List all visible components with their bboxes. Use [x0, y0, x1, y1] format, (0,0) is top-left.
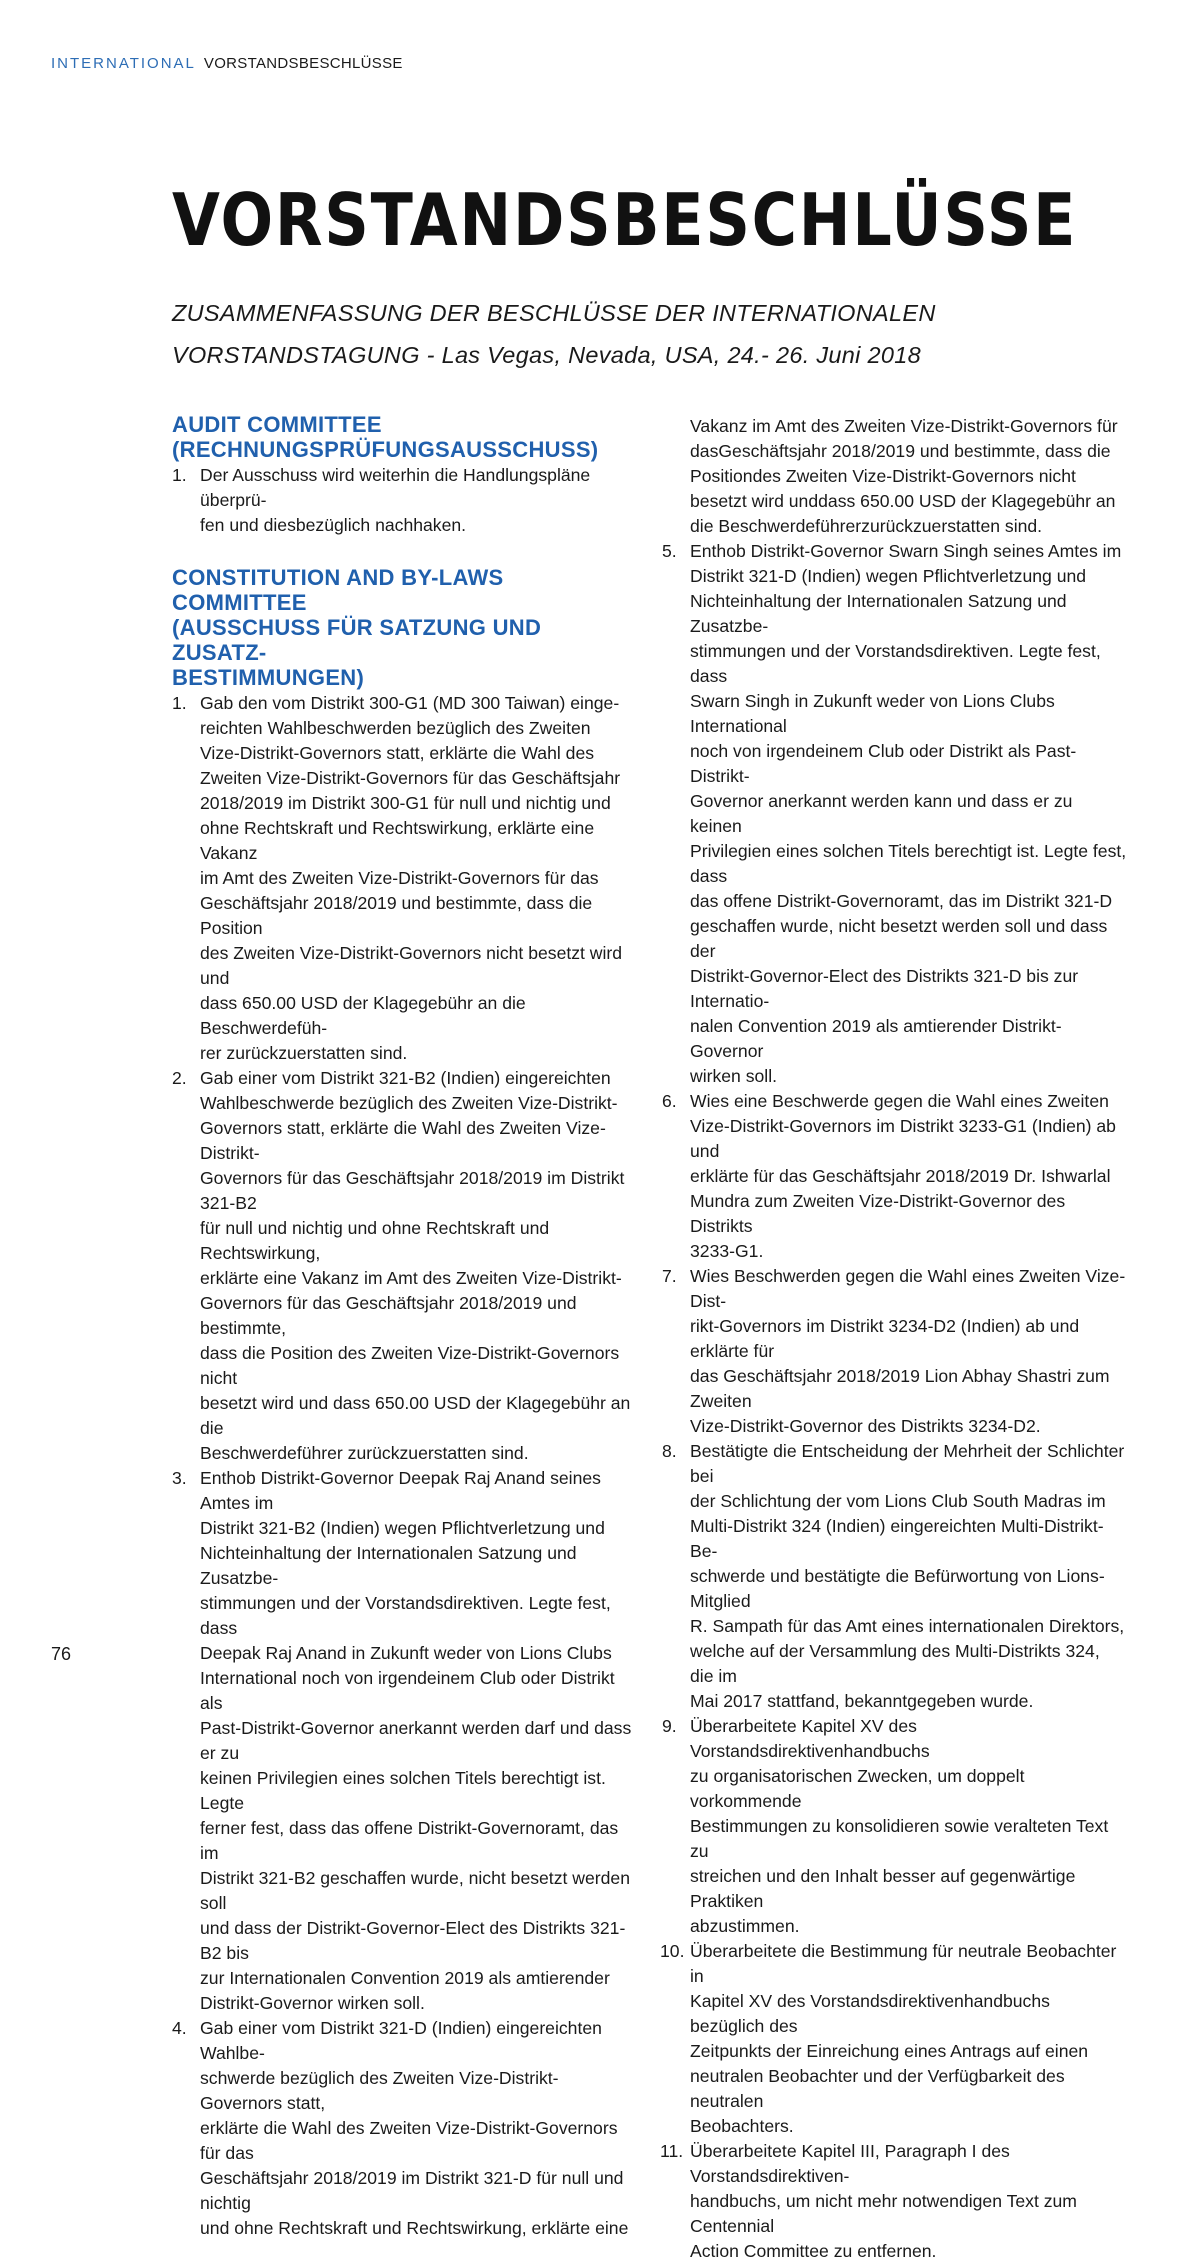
page-subtitle: [172, 292, 936, 376]
list-item-line: handbuchs, um nicht mehr notwendigen Text zum Centennial: [690, 2191, 1077, 2236]
list-item: [662, 1939, 1127, 2139]
list-item-line: und ohne Rechtskraft und Rechtswirkung, erklärte eine: [200, 2218, 629, 2238]
list-item-line: schwerde und bestätigte die Befürwortung von Lions-Mitglied: [690, 1566, 1105, 1611]
list-item-line: reichten Wahlbeschwerden bezüglich des Zweiten: [200, 718, 591, 738]
list-item-line: Kapitel XV des Vorstandsdirektivenhandbuchs bezüglich des: [690, 1991, 1050, 2036]
list-item-line: Nichteinhaltung der Internationalen Satzung und Zusatzbe-: [690, 591, 1067, 636]
list-item-line: International noch von irgendeinem Club oder Distrikt als: [200, 1668, 615, 1713]
subtitle-line-1: ZUSAMMENFASSUNG DER BESCHLÜSSE DER INTERNATIONALEN: [172, 300, 936, 326]
list-item-line: Swarn Singh in Zukunft weder von Lions Clubs International: [690, 691, 1055, 736]
list-item-line: geschaffen wurde, nicht besetzt werden soll und dass der: [690, 916, 1108, 961]
list-item-line: neutralen Beobachter und der Verfügbarkeit des neutralen: [690, 2066, 1065, 2111]
list-item-line: des Zweiten Vize-Distrikt-Governors nicht besetzt wird und: [200, 943, 623, 988]
list-item: [172, 2016, 637, 2241]
list-item: [662, 1264, 1127, 1439]
list-item-line: das Geschäftsjahr 2018/2019 Lion Abhay Shastri zum Zweiten: [690, 1366, 1110, 1411]
list-item-line: Distrikt-Governor wirken soll.: [200, 1993, 425, 2013]
list-item-number: 4.: [172, 2018, 187, 2038]
list-item: [172, 463, 637, 538]
list-item-line: stimmungen und der Vorstandsdirektiven. Legte fest, dass: [690, 641, 1101, 686]
running-header: [51, 55, 403, 72]
list-item-line: Governors statt, erklärte die Wahl des Zweiten Vize-Distrikt-: [200, 1118, 606, 1163]
list-item-line: Wies Beschwerden gegen die Wahl eines Zweiten Vize-Dist-: [690, 1266, 1126, 1311]
list-item-line: Überarbeitete Kapitel III, Paragraph I des Vorstandsdirektiven-: [690, 2141, 1010, 2186]
item-4-continued: [662, 414, 1127, 539]
constitution-list: [172, 691, 637, 2241]
list-item-line: Der Ausschuss wird weiterhin die Handlungspläne überprü-: [200, 465, 591, 510]
list-item-line: des Zweiten Vize-Distrikt-Governors nicht besetzt wird und: [690, 466, 1076, 511]
list-item-line: keinen Privilegien eines solchen Titels berechtigt ist. Legte: [200, 1768, 606, 1813]
constitution-list-continued: [662, 539, 1127, 2264]
list-item-line: Multi-Distrikt 324 (Indien) eingereichten Multi-Distrikt-Be-: [690, 1516, 1104, 1561]
audit-list: [172, 463, 637, 538]
list-item-line: rer zurückzuerstatten sind.: [200, 1043, 408, 1063]
list-item-number: 1.: [172, 693, 187, 713]
list-item-line: Beobachters.: [690, 2116, 794, 2136]
list-item-line: dass 650.00 USD der Klagegebühr an die Beschwerdefüh-: [200, 993, 526, 1038]
list-item: [662, 1089, 1127, 1264]
audit-heading-line-1: AUDIT COMMITTEE: [172, 412, 382, 437]
list-item-line: Zeitpunkts der Einreichung eines Antrags auf einen: [690, 2041, 1089, 2061]
list-item-line: Gab einer vom Distrikt 321-D (Indien) eingereichten Wahlbe-: [200, 2018, 602, 2063]
list-item-number: 7.: [662, 1266, 677, 1286]
list-item-number: 6.: [662, 1091, 677, 1111]
list-item-line: zur Internationalen Convention 2019 als amtierender: [200, 1968, 610, 1988]
constitution-heading-line-3: BESTIMMUNGEN): [172, 665, 365, 690]
list-item-line: Nichteinhaltung der Internationalen Satzung und Zusatzbe-: [200, 1543, 577, 1588]
list-item-line: der Schlichtung der vom Lions Club South Madras im: [690, 1491, 1106, 1511]
list-item-line: welche auf der Versammlung des Multi-Distrikts 324, die im: [690, 1641, 1100, 1686]
list-item-line: abzustimmen.: [690, 1916, 800, 1936]
list-item-line: zu organisatorischen Zwecken, um doppelt vorkommende: [690, 1766, 1025, 1811]
list-item-number: 5.: [662, 541, 677, 561]
audit-heading-line-2: (RECHNUNGSPRÜFUNGSAUSSCHUSS): [172, 437, 599, 462]
list-item-line: Mai 2017 stattfand, bekanntgegeben wurde.: [690, 1691, 1034, 1711]
list-item-line: Action Committee zu entfernen.: [690, 2241, 937, 2261]
audit-committee-heading: [172, 412, 637, 462]
list-item-line: Beschwerdeführer zurückzuerstatten sind.: [200, 1443, 529, 1463]
list-item-line: Gab den vom Distrikt 300-G1 (MD 300 Taiwan) einge-: [200, 693, 620, 713]
list-item-line: dass die Position des Zweiten Vize-Distrikt-Governors nicht: [200, 1343, 620, 1388]
list-item-line: Wies eine Beschwerde gegen die Wahl eines Zweiten: [690, 1091, 1109, 1111]
list-item-line: Geschäftsjahr 2018/2019 im Distrikt 321-D für null und nichtig: [200, 2168, 624, 2213]
list-item: [172, 1066, 637, 1466]
list-item-line: und dass der Distrikt-Governor-Elect des Distrikts 321-B2 bis: [200, 1918, 626, 1963]
list-item: [662, 2139, 1127, 2264]
list-item: [172, 691, 637, 1066]
list-item-line: erklärte die Wahl des Zweiten Vize-Distrikt-Governors für das: [200, 2118, 618, 2163]
list-item-line: das offene Distrikt-Governoramt, das im Distrikt 321-D: [690, 891, 1113, 911]
list-item-line: fen und diesbezüglich nachhaken.: [200, 515, 467, 535]
list-item-line: 3233-G1.: [690, 1241, 764, 1261]
list-item-line: Governors für das Geschäftsjahr 2018/2019 und bestimmte,: [200, 1293, 577, 1338]
list-item-line: Mundra zum Zweiten Vize-Distrikt-Governor des Distrikts: [690, 1191, 1066, 1236]
list-item-line: R. Sampath für das Amt eines internationalen Direktors,: [690, 1616, 1125, 1636]
subtitle-line-2: VORSTANDSTAGUNG - Las Vegas, Nevada, USA, 24.- 26. Juni 2018: [172, 342, 921, 368]
header-section-label: INTERNATIONAL: [51, 55, 196, 72]
left-column: [172, 412, 637, 2241]
list-item-line: besetzt wird und dass 650.00 USD der Klagegebühr an die: [200, 1393, 631, 1438]
constitution-committee-heading: [172, 565, 637, 690]
list-item-line: 2018/2019 im Distrikt 300-G1 für null und nichtig und: [200, 793, 611, 813]
list-item-line: im Amt des Zweiten Vize-Distrikt-Governors für das: [200, 868, 599, 888]
list-item-number: 9.: [662, 1716, 677, 1736]
header-topic-label: VORSTANDSBESCHLÜSSE: [203, 55, 403, 72]
list-item-line: streichen und den Inhalt besser auf gegenwärtige Praktiken: [690, 1866, 1076, 1911]
list-item-line: stimmungen und der Vorstandsdirektiven. Legte fest, dass: [200, 1593, 611, 1638]
constitution-heading-line-1: CONSTITUTION AND BY-LAWS COMMITTEE: [172, 565, 504, 615]
list-item-line: Distrikt 321-B2 (Indien) wegen Pflichtverletzung und: [200, 1518, 605, 1538]
list-item: [662, 1714, 1127, 1939]
list-item: [662, 539, 1127, 1089]
list-item: [662, 1439, 1127, 1714]
list-item-number: 11.: [660, 2141, 684, 2161]
list-item-line: Enthob Distrikt-Governor Swarn Singh seines Amtes im: [690, 541, 1122, 561]
list-item-line: Geschäftsjahr 2018/2019 und bestimmte, dass die Position: [200, 893, 593, 938]
list-item-line: Enthob Distrikt-Governor Deepak Raj Anand seines Amtes im: [200, 1468, 601, 1513]
page-title: VORSTANDSBESCHLÜSSE: [172, 178, 1078, 262]
list-item-line: Geschäftsjahr 2018/2019 und bestimmte, dass die Position: [690, 441, 1111, 486]
list-item-line: nalen Convention 2019 als amtierender Distrikt-Governor: [690, 1016, 1062, 1061]
list-item-line: wirken soll.: [690, 1066, 778, 1086]
list-item-line: rikt-Governors im Distrikt 3234-D2 (Indien) ab und erklärte für: [690, 1316, 1080, 1361]
list-item-number: 2.: [172, 1068, 187, 1088]
list-item-line: Bestimmungen zu konsolidieren sowie veralteten Text zu: [690, 1816, 1109, 1861]
list-item-line: zurückzuerstatten sind.: [861, 516, 1043, 536]
list-item-line: ferner fest, dass das offene Distrikt-Governoramt, das im: [200, 1818, 619, 1863]
list-item-line: Deepak Raj Anand in Zukunft weder von Lions Clubs: [200, 1643, 612, 1663]
list-item-number: 1.: [172, 465, 187, 485]
list-item-line: Distrikt 321-D (Indien) wegen Pflichtverletzung und: [690, 566, 1087, 586]
list-item-line: Bestätigte die Entscheidung der Mehrheit der Schlichter bei: [690, 1441, 1125, 1486]
list-item-number: 10.: [660, 1941, 685, 1961]
list-item-line: Distrikt-Governor-Elect des Distrikts 321-D bis zur Internatio-: [690, 966, 1079, 1011]
list-item-number: 8.: [662, 1441, 677, 1461]
list-item-line: erklärte für das Geschäftsjahr 2018/2019 Dr. Ishwarlal: [690, 1166, 1111, 1186]
list-item-line: Überarbeitete die Bestimmung für neutrale Beobachter in: [690, 1941, 1117, 1986]
list-item-line: Governors für das Geschäftsjahr 2018/2019 im Distrikt 321-B2: [200, 1168, 625, 1213]
list-item-line: Gab einer vom Distrikt 321-B2 (Indien) eingereichten: [200, 1068, 611, 1088]
list-item-line: Vize-Distrikt-Governor des Distrikts 3234-D2.: [690, 1416, 1041, 1436]
list-item-line: Distrikt 321-B2 geschaffen wurde, nicht besetzt werden soll: [200, 1868, 630, 1913]
list-item-line: Vakanz im Amt des Zweiten Vize-Distrikt-Governors für das: [690, 416, 1118, 461]
right-column: [662, 414, 1127, 2264]
list-item-line: erklärte eine Vakanz im Amt des Zweiten Vize-Distrikt-: [200, 1268, 622, 1288]
list-item-number: 3.: [172, 1468, 187, 1488]
list-item-line: Past-Distrikt-Governor anerkannt werden darf und dass er zu: [200, 1718, 632, 1763]
list-item-line: dass 650.00 USD der Klagegebühr an die Beschwerdeführer: [690, 491, 1116, 536]
page-number: 76: [51, 1644, 72, 1664]
list-item: [172, 1466, 637, 2016]
list-item-line: schwerde bezüglich des Zweiten Vize-Distrikt-Governors statt,: [200, 2068, 559, 2113]
constitution-heading-line-2: (AUSSCHUSS FÜR SATZUNG UND ZUSATZ-: [172, 615, 542, 665]
list-item-line: Wahlbeschwerde bezüglich des Zweiten Vize-Distrikt-: [200, 1093, 618, 1113]
list-item-line: Vize-Distrikt-Governors im Distrikt 3233-G1 (Indien) ab und: [690, 1116, 1116, 1161]
list-item-line: ohne Rechtskraft und Rechtswirkung, erklärte eine Vakanz: [200, 818, 595, 863]
list-item-line: Privilegien eines solchen Titels berechtigt ist. Legte fest, dass: [690, 841, 1127, 886]
list-item-line: Überarbeitete Kapitel XV des Vorstandsdirektivenhandbuchs: [690, 1716, 930, 1761]
list-item-line: für null und nichtig und ohne Rechtskraft und Rechtswirkung,: [200, 1218, 550, 1263]
list-item-line: Vize-Distrikt-Governors statt, erklärte die Wahl des: [200, 743, 595, 763]
list-item-line: noch von irgendeinem Club oder Distrikt als Past-Distrikt-: [690, 741, 1077, 786]
list-item-line: Zweiten Vize-Distrikt-Governors für das Geschäftsjahr: [200, 768, 621, 788]
list-item-line: Governor anerkannt werden kann und dass er zu keinen: [690, 791, 1073, 836]
